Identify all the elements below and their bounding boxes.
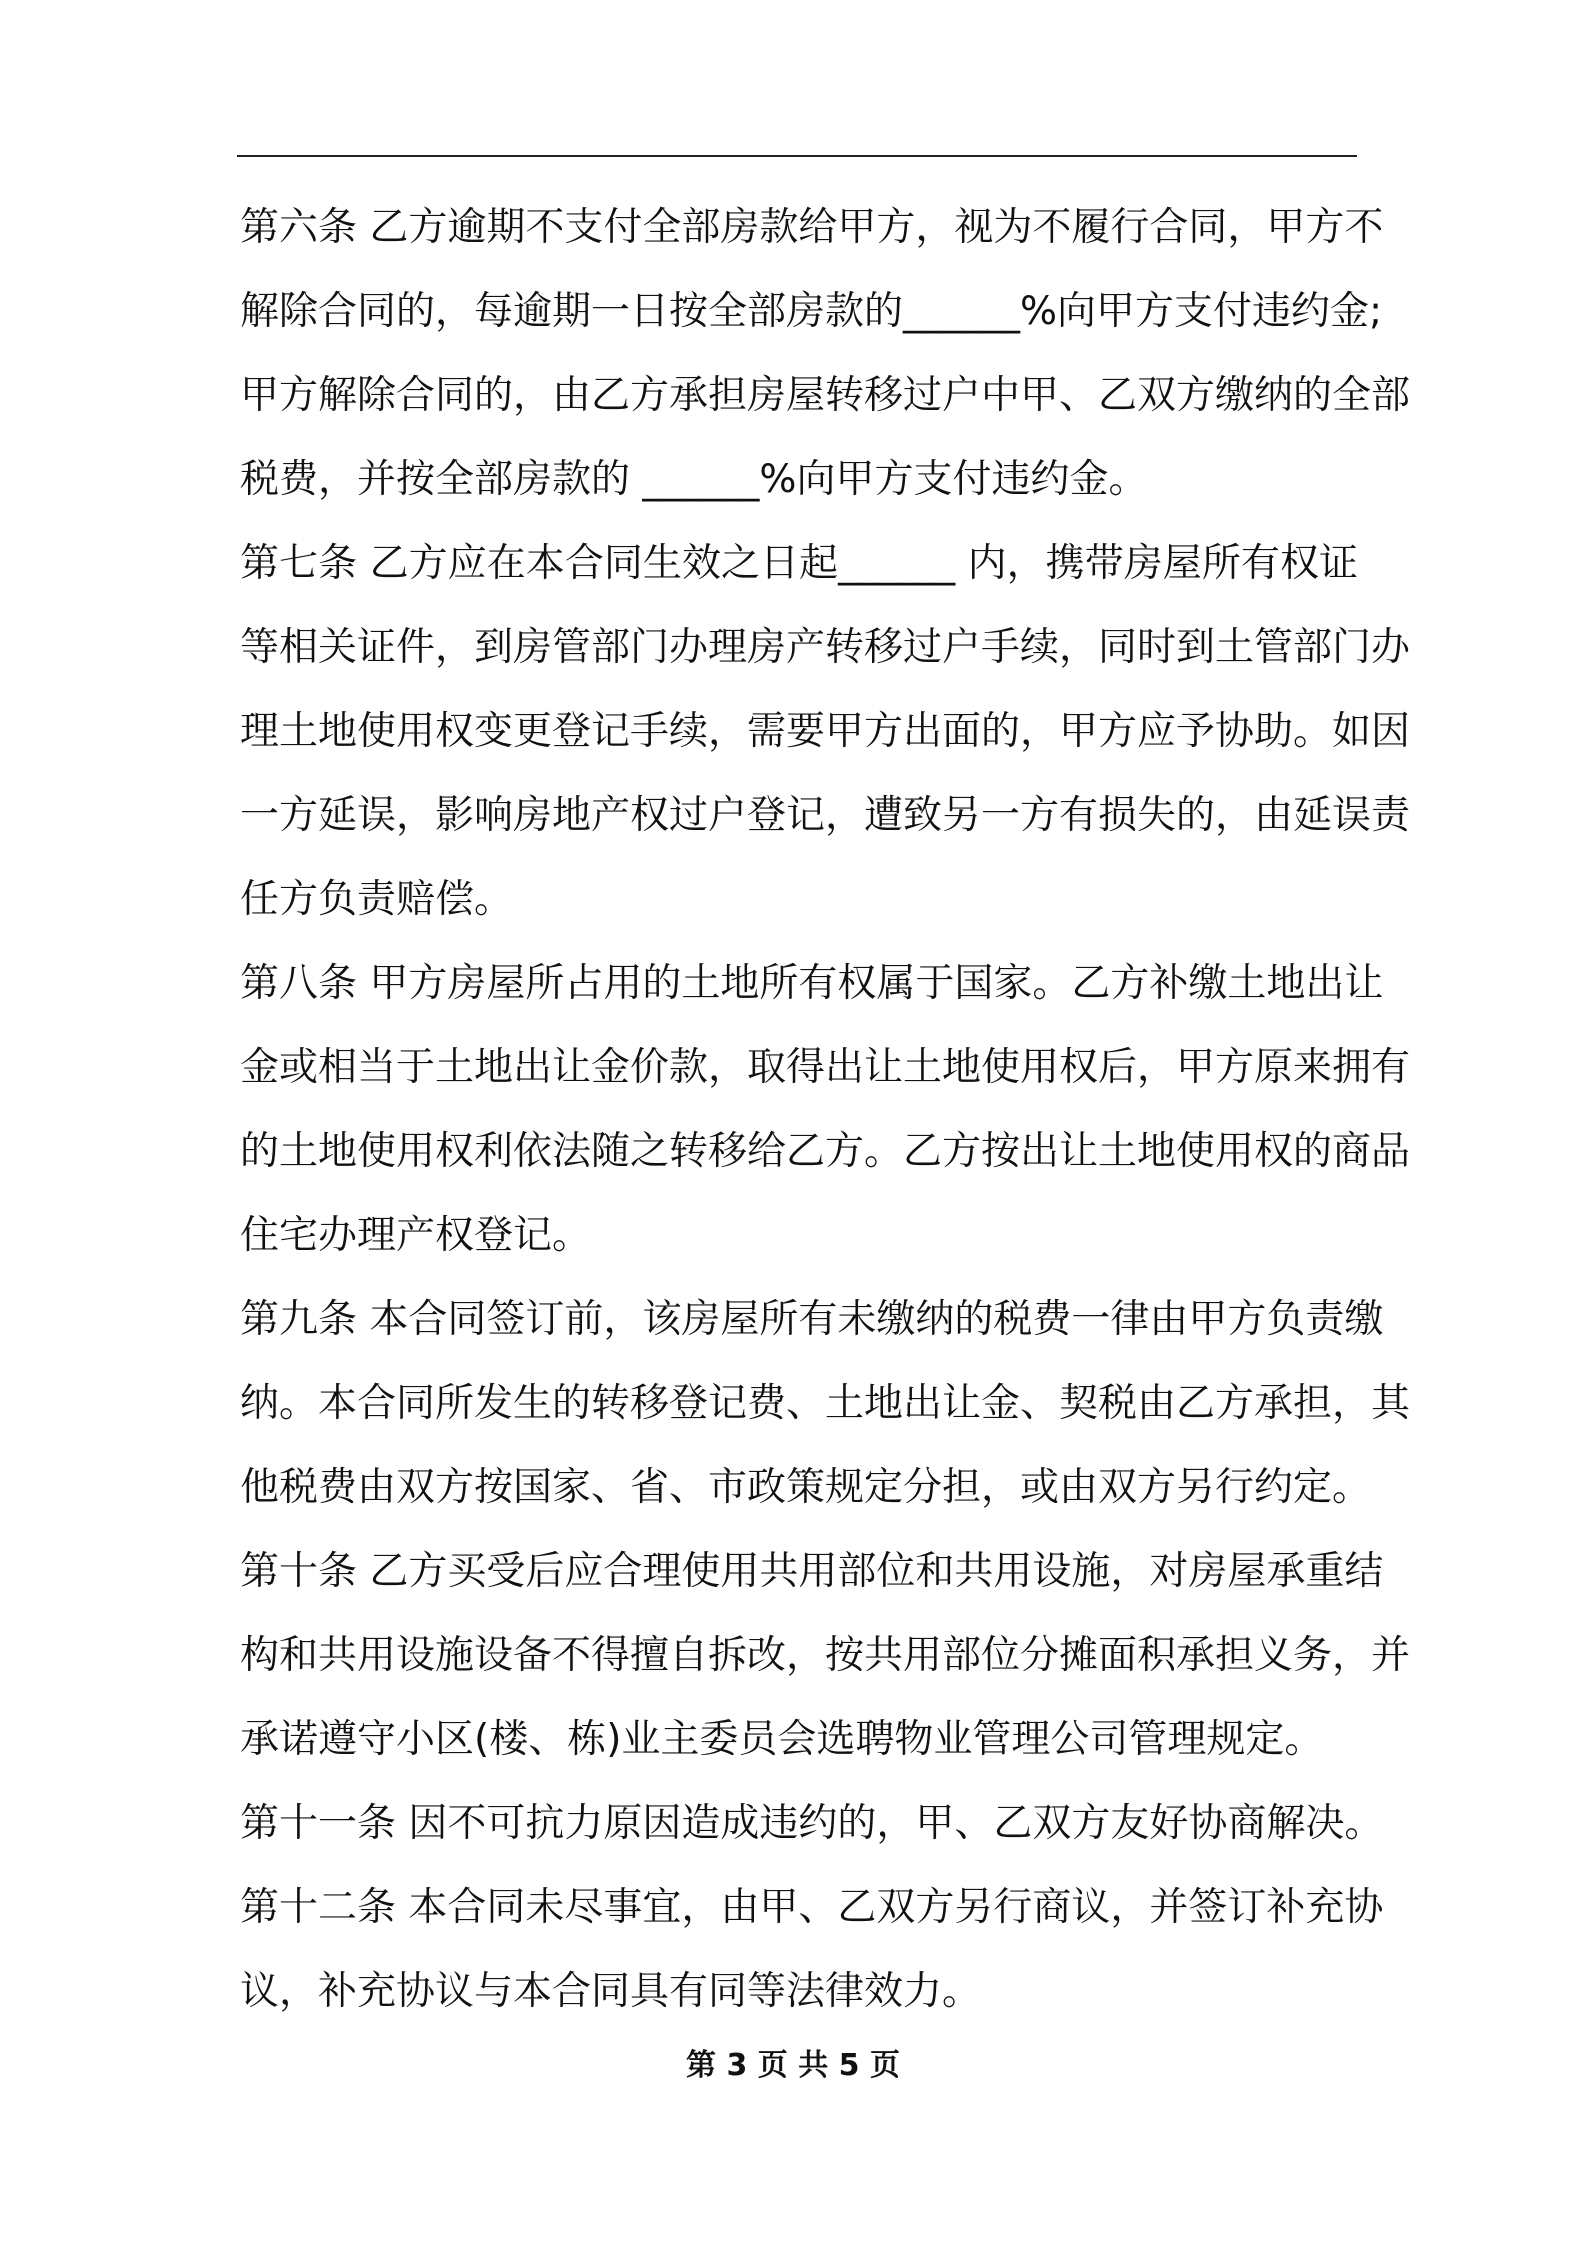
article-10-line-1: 第十条 乙方买受后应合理使用共用部位和共用设施，对房屋承重结 xyxy=(240,1549,1384,1594)
article-12-line-2: 议，补充协议与本合同具有同等法律效力。 xyxy=(240,1969,982,2014)
contract-body xyxy=(240,186,1411,2034)
article-8-line-3: 的土地使用权利依法随之转移给乙方。乙方按出让土地使用权的商品 xyxy=(240,1129,1411,1174)
article-6-line-1: 第六条 乙方逾期不支付全部房款给甲方，视为不履行合同，甲方不 xyxy=(240,205,1384,250)
article-8-line-1: 第八条 甲方房屋所占用的土地所有权属于国家。乙方补缴土地出让 xyxy=(240,961,1384,1006)
article-6-line-4: 税费，并按全部房款的 ______%向甲方支付违约金。 xyxy=(240,457,1148,502)
article-10-line-2: 构和共用设施设备不得擅自拆改，按共用部位分摊面积承担义务，并 xyxy=(240,1633,1411,1678)
article-7-line-4: 一方延误，影响房地产权过户登记，遭致另一方有损失的，由延误责 xyxy=(240,793,1411,838)
article-8-line-4: 住宅办理产权登记。 xyxy=(240,1213,592,1258)
article-7-line-3: 理土地使用权变更登记手续，需要甲方出面的，甲方应予协助。如因 xyxy=(240,709,1411,754)
header-divider xyxy=(237,155,1357,157)
article-9-line-3: 他税费由双方按国家、省、市政策规定分担，或由双方另行约定。 xyxy=(240,1465,1372,1510)
article-10-line-3: 承诺遵守小区(楼、栋)业主委员会选聘物业管理公司管理规定。 xyxy=(240,1717,1324,1762)
article-11-line-1: 第十一条 因不可抗力原因造成违约的，甲、乙双方友好协商解决。 xyxy=(240,1801,1384,1846)
page-number-footer: 第 3 页 共 5 页 xyxy=(686,2048,900,2083)
article-7-line-1: 第七条 乙方应在本合同生效之日起______ 内，携带房屋所有权证 xyxy=(240,541,1358,586)
article-12-line-1: 第十二条 本合同未尽事宜，由甲、乙双方另行商议，并签订补充协 xyxy=(240,1885,1384,1930)
article-9-line-1: 第九条 本合同签订前，该房屋所有未缴纳的税费一律由甲方负责缴 xyxy=(240,1297,1384,1342)
article-7-line-2: 等相关证件，到房管部门办理房产转移过户手续，同时到土管部门办 xyxy=(240,625,1411,670)
article-6-line-3: 甲方解除合同的，由乙方承担房屋转移过户中甲、乙双方缴纳的全部 xyxy=(240,373,1411,418)
article-9-line-2: 纳。本合同所发生的转移登记费、土地出让金、契税由乙方承担，其 xyxy=(240,1381,1411,1426)
article-8-line-2: 金或相当于土地出让金价款，取得出让土地使用权后，甲方原来拥有 xyxy=(240,1045,1411,1090)
article-7-line-5: 任方负责赔偿。 xyxy=(240,877,514,922)
article-6-line-2: 解除合同的，每逾期一日按全部房款的______%向甲方支付违约金; xyxy=(240,289,1383,334)
